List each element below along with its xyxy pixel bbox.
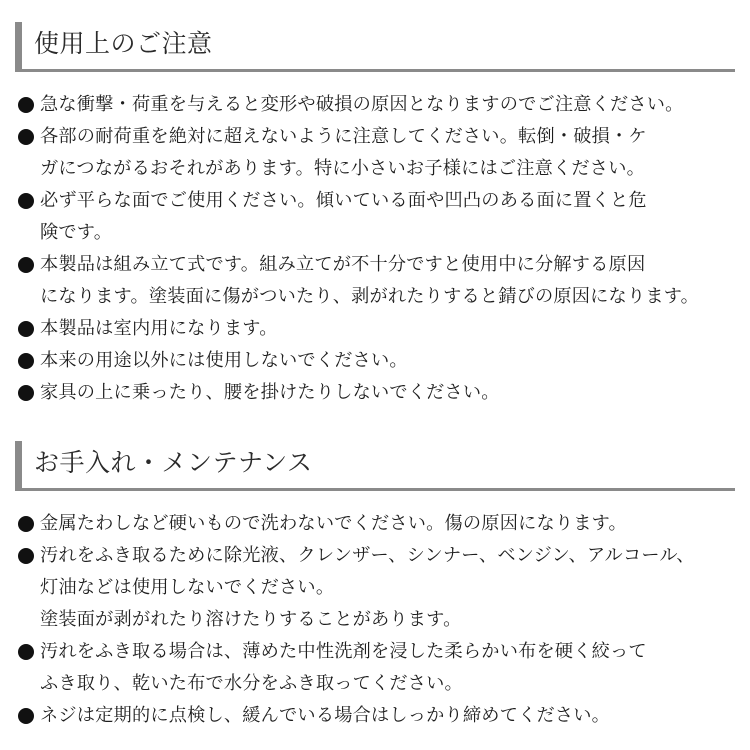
item-text: 険です。	[40, 222, 113, 243]
bullet-icon	[18, 644, 34, 660]
item-text: 本製品は組み立て式です。組み立てが不十分ですと使用中に分解する原因	[40, 254, 646, 275]
bullet-icon	[18, 257, 34, 273]
bullet-icon	[18, 129, 34, 145]
bullet-icon	[18, 516, 34, 532]
item-text: 急な衝撃・荷重を与えると変形や破損の原因となりますのでご注意ください。	[40, 94, 684, 115]
item-text: 必ず平らな面でご使用ください。傾いている面や凹凸のある面に置くと危	[40, 190, 647, 211]
caution-section	[0, 22, 750, 403]
care-section	[0, 441, 750, 726]
item-text: 汚れをふき取る場合は、薄めた中性洗剤を浸した柔らかい布を硬く絞って	[40, 641, 647, 662]
bullet-icon	[18, 548, 34, 564]
care-list	[0, 508, 750, 732]
list-item	[0, 508, 750, 540]
list-item	[0, 700, 750, 732]
item-text: ガにつながるおそれがあります。特に小さいお子様にはご注意ください。	[40, 158, 645, 179]
bullet-icon	[18, 708, 34, 724]
bullet-icon	[18, 321, 34, 337]
item-text: 本来の用途以外には使用しないでください。	[40, 350, 408, 371]
item-text: ふき取り、乾いた布で水分をふき取ってください。	[40, 673, 463, 694]
item-text: 各部の耐荷重を絶対に超えないように注意してください。転倒・破損・ケ	[40, 126, 647, 147]
item-text: になります。塗装面に傷がついたり、剥がれたりすると錆びの原因になります。	[40, 286, 700, 307]
list-item	[0, 377, 750, 409]
item-text: 灯油などは使用しないでください。	[40, 577, 335, 598]
list-item	[0, 540, 750, 636]
care-heading	[15, 441, 735, 491]
item-text: 汚れをふき取るために除光液、クレンザー、シンナー、ベンジン、アルコール、	[40, 545, 695, 566]
bullet-icon	[18, 353, 34, 369]
list-item	[0, 121, 750, 185]
item-text: ネジは定期的に点検し、緩んでいる場合はしっかり締めてください。	[40, 705, 611, 726]
caution-heading-text: 使用上のご注意	[34, 29, 213, 58]
item-text: 塗装面が剥がれたり溶けたりすることがあります。	[40, 609, 462, 630]
bullet-icon	[18, 193, 34, 209]
list-item	[0, 249, 750, 313]
list-item	[0, 89, 750, 121]
bullet-icon	[18, 97, 34, 113]
item-text: 金属たわしなど硬いもので洗わないでください。傷の原因になります。	[40, 513, 627, 534]
caution-heading	[15, 22, 735, 72]
bullet-icon	[18, 385, 34, 401]
list-item	[0, 185, 750, 249]
list-item	[0, 313, 750, 345]
item-text: 本製品は室内用になります。	[40, 318, 278, 339]
care-heading-text: お手入れ・メンテナンス	[34, 448, 313, 477]
item-text: 家具の上に乗ったり、腰を掛けたりしないでください。	[40, 382, 500, 403]
list-item	[0, 345, 750, 377]
caution-list	[0, 89, 750, 409]
list-item	[0, 636, 750, 700]
